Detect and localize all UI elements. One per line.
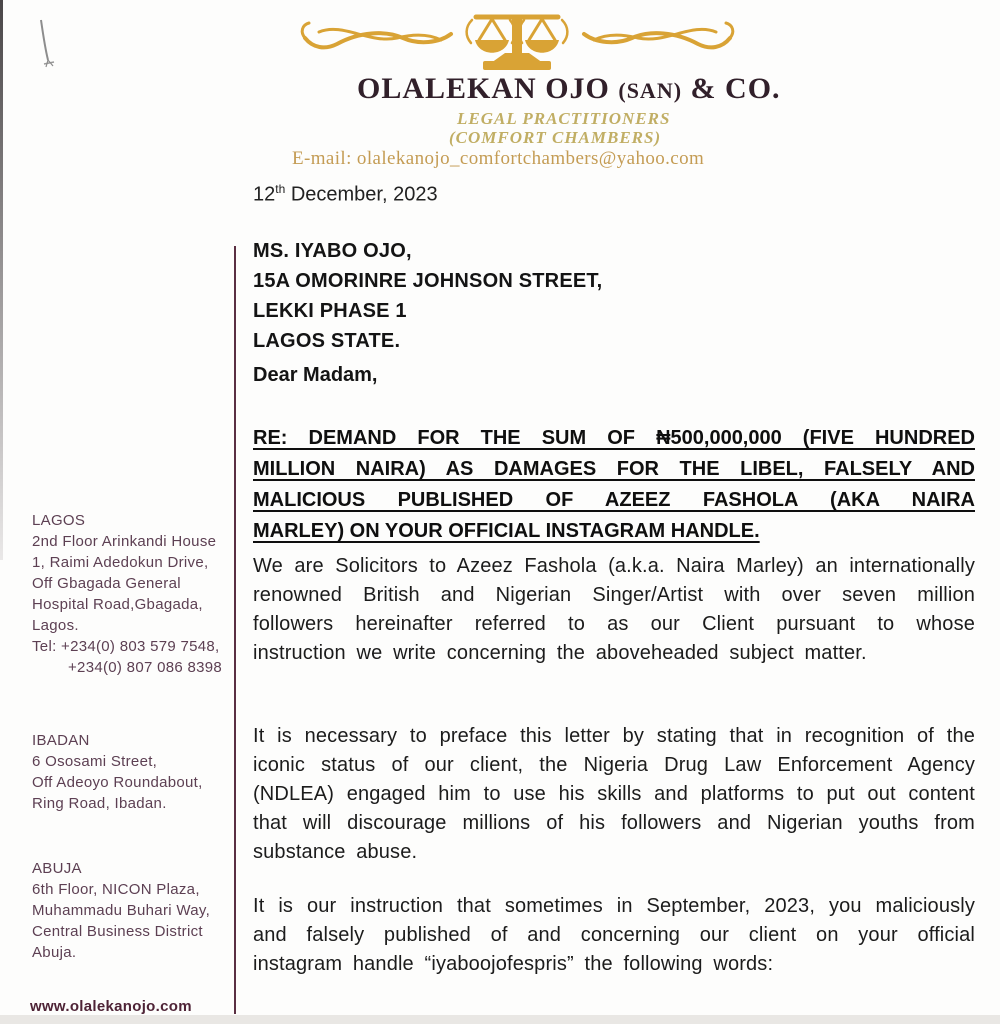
date-ordinal: th <box>275 182 286 196</box>
office-line: Muhammadu Buhari Way, <box>32 902 211 919</box>
office-line: 2nd Floor Arinkandi House <box>32 533 217 550</box>
office-phone-1: Tel: +234(0) 803 579 7548, <box>32 638 220 655</box>
pen-mark-artifact <box>30 14 74 72</box>
office-city-ibadan: IBADAN <box>32 732 90 749</box>
sidebar-divider-line <box>234 246 236 1014</box>
subject-line-3: MALICIOUS PUBLISHED OF AZEEZ FASHOLA (AKA NAIRA <box>253 489 975 511</box>
subject-line-1: RE: DEMAND FOR THE SUM OF ₦500,000,000 (FIVE HUNDRED <box>253 427 975 449</box>
office-ibadan <box>32 730 228 814</box>
subject-line-4: MARLEY) ON YOUR OFFICIAL INSTAGRAM HANDLE. <box>253 520 760 542</box>
office-line: 6 Ososami Street, <box>32 753 158 770</box>
date-day: 12 <box>253 183 276 206</box>
office-line: 1, Raimi Adedokun Drive, <box>32 554 209 571</box>
office-line: Ring Road, Ibadan. <box>32 795 167 812</box>
subject-heading <box>253 423 975 547</box>
letterhead-subtitle-chambers: (COMFORT CHAMBERS) <box>449 128 662 147</box>
office-city-lagos: LAGOS <box>32 512 86 529</box>
paragraph-1: We are Solicitors to Azeez Fashola (a.k.a. Naira Marley) an internationally renowned British and Nigerian Singer/Artist with over seven million followers hereinafter referred to as our Client pursuant to whose instruction we write concerning the aboveheaded subject matter. <box>253 555 975 664</box>
office-line: Off Adeoyo Roundabout, <box>32 774 203 791</box>
recipient-area: LEKKI PHASE 1 <box>253 300 407 322</box>
letter-date <box>253 182 438 207</box>
recipient-address <box>253 236 602 356</box>
office-line: Off Gbagada General <box>32 575 181 592</box>
firm-name-main: OLALEKAN OJO <box>357 72 619 105</box>
subject-line-2: MILLION NAIRA) AS DAMAGES FOR THE LIBEL, FALSELY AND <box>253 458 975 480</box>
letterhead-subtitle-practitioners: LEGAL PRACTITIONERS <box>457 109 671 128</box>
website-url: www.olalekanojo.com <box>30 998 192 1015</box>
paragraph-3: It is our instruction that sometimes in September, 2023, you maliciously and falsely published of and concerning our client on your official instagram handle “iyaboojofespris” the following words: <box>253 895 975 975</box>
firm-name-suffix: & CO. <box>682 72 781 105</box>
recipient-name: MS. IYABO OJO, <box>253 240 412 262</box>
office-line: Lagos. <box>32 617 79 634</box>
recipient-street: 15A OMORINRE JOHNSON STREET, <box>253 270 603 292</box>
recipient-state: LAGOS STATE. <box>253 330 401 352</box>
firm-name-san: (SAN) <box>618 78 683 103</box>
office-line: Central Business District <box>32 923 203 940</box>
office-city-abuja: ABUJA <box>32 860 82 877</box>
letterhead-email: E-mail: olalekanojo_comfortchambers@yahoo.com <box>292 148 705 169</box>
office-lagos <box>32 510 228 678</box>
office-line: 6th Floor, NICON Plaza, <box>32 881 200 898</box>
salutation: Dear Madam, <box>253 364 378 386</box>
date-rest: December, 2023 <box>285 183 438 206</box>
office-phone-2: +234(0) 807 086 8398 <box>68 659 223 676</box>
paragraph-2: It is necessary to preface this letter by stating that in recognition of the iconic status of our client, the Nigeria Drug Law Enforcement Agency (NDLEA) engaged him to use his skills and platforms to put out content that will discourage millions of his followers and Nigerian youths from substance abuse. <box>253 725 975 863</box>
office-abuja <box>32 858 228 963</box>
office-line: Abuja. <box>32 944 77 961</box>
scan-edge-left <box>0 0 3 560</box>
letter-body <box>253 0 975 1024</box>
office-line: Hospital Road,Gbagada, <box>32 596 203 613</box>
